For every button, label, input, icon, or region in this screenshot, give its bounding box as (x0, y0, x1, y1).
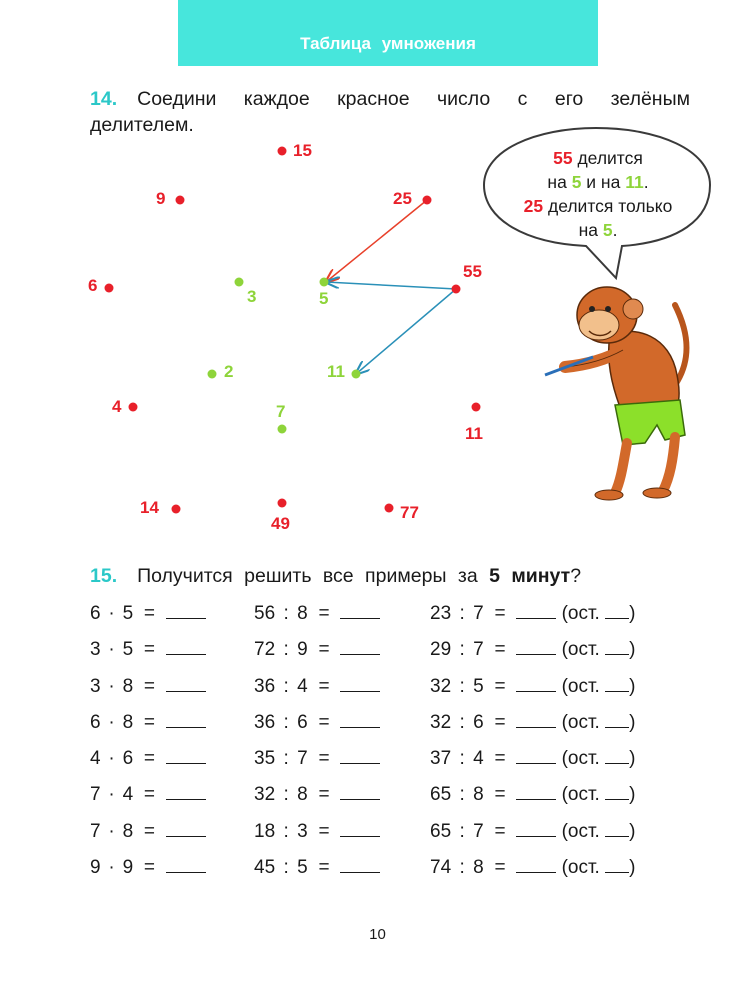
red-dot-15[interactable] (278, 147, 287, 156)
operator-sign: · (108, 603, 115, 624)
red-label-49: 49 (271, 514, 290, 533)
exercise-row (90, 596, 206, 632)
operand: 6 (473, 711, 484, 733)
operand: 7 (473, 603, 484, 624)
red-dot-9[interactable] (176, 196, 185, 205)
red-dot-11[interactable] (472, 403, 481, 412)
operator-sign: : (459, 675, 465, 697)
green-dot-7[interactable] (278, 425, 287, 434)
task-15-time: 5 минут (489, 565, 571, 587)
red-label-14: 14 (140, 498, 159, 517)
exercise-row (90, 705, 206, 741)
operand: 32 (430, 711, 452, 733)
red-label-6: 6 (88, 276, 98, 295)
operand: 5 (297, 857, 308, 879)
divide-column (254, 596, 380, 886)
operand: 72 (254, 639, 276, 661)
operand: 32 (430, 675, 452, 697)
operand: 5 (122, 603, 134, 624)
operator-sign: : (283, 639, 289, 661)
remainder-blank[interactable] (605, 819, 629, 837)
red-label-15: 15 (293, 141, 312, 160)
red-label-25: 25 (393, 189, 412, 208)
operand: 45 (254, 857, 276, 879)
green-dot-5[interactable] (320, 278, 329, 287)
exercise-row (90, 777, 206, 813)
equals-sign: = (494, 857, 506, 879)
task-14-text: Соедини каждое красное число с его зелёным делителем. (90, 88, 690, 136)
remainder-blank[interactable] (605, 710, 629, 728)
answer-blank[interactable] (340, 819, 380, 837)
operand: 8 (473, 784, 484, 806)
equals-sign: = (494, 675, 506, 697)
exercise-row (430, 596, 635, 632)
answer-blank[interactable] (340, 782, 380, 800)
red-dot-6[interactable] (105, 284, 114, 293)
operator-sign: · (108, 820, 115, 842)
equals-sign: = (143, 748, 155, 770)
operator-sign: : (459, 857, 465, 879)
remainder-label: (ост. (561, 675, 600, 697)
answer-blank[interactable] (166, 674, 206, 692)
remainder-close: ) (629, 820, 636, 842)
equals-sign: = (318, 857, 330, 879)
dot-diagram (0, 0, 483, 540)
operator-sign: · (108, 675, 115, 697)
exercise-row (430, 705, 635, 741)
equals-sign: = (143, 857, 155, 879)
equals-sign: = (143, 820, 155, 842)
operator-sign: : (283, 748, 289, 770)
operand: 9 (297, 639, 308, 661)
green-label-3: 3 (247, 287, 257, 306)
remainder-column (430, 596, 635, 886)
arrow-25-to-5 (326, 200, 427, 282)
answer-blank[interactable] (166, 710, 206, 728)
remainder-close: ) (629, 711, 636, 733)
equals-sign: = (494, 603, 506, 624)
operator-sign: : (459, 820, 465, 842)
operand: 5 (473, 675, 484, 697)
operand: 3 (90, 675, 101, 697)
remainder-label: (ост. (561, 639, 600, 661)
red-dot-4[interactable] (129, 403, 138, 412)
operand: 7 (473, 820, 484, 842)
remainder-blank[interactable] (605, 674, 629, 692)
operand: 7 (90, 784, 101, 806)
answer-blank[interactable] (166, 855, 206, 873)
operand: 36 (254, 675, 276, 697)
operator-sign: : (459, 639, 465, 661)
operand: 8 (297, 784, 308, 806)
operand: 3 (90, 639, 101, 661)
exercise-row (254, 596, 380, 632)
remainder-label: (ост. (561, 820, 600, 842)
green-dot-3[interactable] (235, 278, 244, 287)
exercise-row (254, 777, 380, 813)
red-dot-14[interactable] (172, 505, 181, 514)
equals-sign: = (494, 820, 506, 842)
operand: 56 (254, 603, 276, 624)
operand: 8 (297, 603, 308, 624)
task-15-instruction: 15. Получится решить все примеры за 5 минут? (90, 565, 582, 587)
red-label-9: 9 (156, 189, 166, 208)
operator-sign: : (459, 711, 465, 733)
remainder-close: ) (629, 675, 636, 697)
operator-sign: · (108, 857, 115, 879)
answer-blank[interactable] (516, 710, 556, 728)
green-label-7: 7 (276, 402, 286, 421)
task-15-number: 15. (90, 565, 118, 587)
answer-blank[interactable] (166, 819, 206, 837)
operand: 5 (122, 639, 134, 661)
equals-sign: = (318, 675, 330, 697)
equals-sign: = (318, 639, 330, 661)
answer-blank[interactable] (166, 782, 206, 800)
remainder-label: (ост. (561, 711, 600, 733)
green-dot-2[interactable] (208, 370, 217, 379)
operand: 8 (122, 820, 134, 842)
answer-blank[interactable] (340, 855, 380, 873)
equals-sign: = (143, 675, 155, 697)
multiply-column (90, 596, 206, 886)
operator-sign: · (108, 639, 115, 661)
operand: 4 (297, 675, 308, 697)
answer-blank[interactable] (166, 746, 206, 764)
remainder-close: ) (629, 603, 636, 624)
equals-sign: = (143, 639, 155, 661)
red-label-55: 55 (463, 262, 482, 281)
operator-sign: : (459, 748, 465, 770)
exercise-row (430, 814, 635, 850)
remainder-blank[interactable] (605, 746, 629, 764)
monkey-illustration (535, 265, 700, 515)
operand: 4 (473, 748, 484, 770)
remainder-blank[interactable] (605, 637, 629, 655)
header-title: Таблица умножения (300, 34, 476, 53)
operand: 9 (122, 857, 134, 879)
operator-sign: · (108, 711, 115, 733)
operand: 8 (473, 857, 484, 879)
arrow-55-to-11 (356, 289, 456, 374)
exercise-row (90, 741, 206, 777)
operand: 65 (430, 820, 452, 842)
operand: 37 (430, 748, 452, 770)
answer-blank[interactable] (516, 637, 556, 655)
remainder-label: (ост. (561, 857, 600, 879)
red-label-4: 4 (112, 397, 122, 416)
exercise-row (254, 850, 380, 886)
exercise-row (254, 741, 380, 777)
operator-sign: : (459, 603, 465, 624)
equals-sign: = (318, 711, 330, 733)
exercise-row (254, 632, 380, 668)
operand: 36 (254, 711, 276, 733)
operand: 65 (430, 784, 452, 806)
red-label-77: 77 (400, 503, 419, 522)
answer-blank[interactable] (516, 601, 556, 619)
operand: 8 (122, 711, 134, 733)
answer-blank[interactable] (166, 637, 206, 655)
answer-blank[interactable] (516, 674, 556, 692)
bubble-text: 55 делится на 5 и на 11. 25 делится только на 5. (523, 148, 673, 240)
equals-sign: = (494, 784, 506, 806)
equals-sign: = (494, 639, 506, 661)
operand: 4 (122, 784, 134, 806)
operator-sign: : (283, 675, 289, 697)
red-label-11: 11 (465, 424, 483, 443)
remainder-label: (ост. (561, 603, 600, 624)
red-dot-25[interactable] (423, 196, 432, 205)
exercise-row (254, 669, 380, 705)
arrow-55-to-5 (326, 282, 456, 289)
operator-sign: : (283, 603, 289, 624)
operand: 35 (254, 748, 276, 770)
exercise-row (430, 777, 635, 813)
operand: 7 (90, 820, 101, 842)
exercise-row (90, 632, 206, 668)
page-number: 10 (369, 926, 386, 943)
operand: 29 (430, 639, 452, 661)
answer-blank[interactable] (340, 637, 380, 655)
equals-sign: = (318, 820, 330, 842)
operator-sign: · (108, 784, 115, 806)
exercise-row (430, 850, 635, 886)
exercise-row (430, 669, 635, 705)
red-dot-49[interactable] (278, 499, 287, 508)
operand: 18 (254, 820, 276, 842)
equals-sign: = (494, 748, 506, 770)
exercise-row (430, 632, 635, 668)
exercise-row (90, 814, 206, 850)
equals-sign: = (318, 784, 330, 806)
exercise-row (254, 814, 380, 850)
task-14-number: 14. (90, 88, 118, 110)
exercise-row (90, 850, 206, 886)
equals-sign: = (143, 711, 155, 733)
exercise-row (90, 669, 206, 705)
equals-sign: = (494, 711, 506, 733)
operand: 7 (473, 639, 484, 661)
exercise-row (430, 741, 635, 777)
remainder-close: ) (629, 784, 636, 806)
operator-sign: · (108, 748, 115, 770)
operand: 74 (430, 857, 452, 879)
green-label-11: 11 (327, 362, 345, 381)
green-dot-11[interactable] (352, 370, 361, 379)
remainder-close: ) (629, 748, 636, 770)
operand: 7 (297, 748, 308, 770)
answer-blank[interactable] (516, 746, 556, 764)
operand: 6 (122, 748, 134, 770)
operator-sign: : (459, 784, 465, 806)
task-15-text: Получится решить все примеры за (137, 565, 490, 587)
answer-blank[interactable] (340, 710, 380, 728)
remainder-blank[interactable] (605, 782, 629, 800)
operator-sign: : (283, 820, 289, 842)
operand: 4 (90, 748, 101, 770)
exercise-row (254, 705, 380, 741)
remainder-close: ) (629, 639, 636, 661)
green-label-2: 2 (224, 362, 234, 381)
operand: 6 (297, 711, 308, 733)
answer-blank[interactable] (516, 855, 556, 873)
operand: 32 (254, 784, 276, 806)
operand: 3 (297, 820, 308, 842)
answer-blank[interactable] (340, 601, 380, 619)
answer-blank[interactable] (340, 674, 380, 692)
red-dot-77[interactable] (385, 504, 394, 513)
equals-sign: = (318, 748, 330, 770)
equals-sign: = (143, 784, 155, 806)
answer-blank[interactable] (516, 782, 556, 800)
operand: 9 (90, 857, 101, 879)
answer-blank[interactable] (166, 601, 206, 619)
remainder-label: (ост. (561, 784, 600, 806)
operator-sign: : (283, 857, 289, 879)
operand: 6 (90, 711, 101, 733)
answer-blank[interactable] (340, 746, 380, 764)
answer-blank[interactable] (516, 819, 556, 837)
remainder-blank[interactable] (605, 601, 629, 619)
operator-sign: : (283, 711, 289, 733)
equals-sign: = (318, 603, 330, 624)
operand: 8 (122, 675, 134, 697)
remainder-close: ) (629, 857, 636, 879)
remainder-label: (ост. (561, 748, 600, 770)
operand: 6 (90, 603, 101, 624)
green-label-5: 5 (319, 289, 329, 308)
remainder-blank[interactable] (605, 855, 629, 873)
operand: 23 (430, 603, 452, 624)
operator-sign: : (283, 784, 289, 806)
equals-sign: = (143, 603, 155, 624)
red-dot-55[interactable] (452, 285, 461, 294)
